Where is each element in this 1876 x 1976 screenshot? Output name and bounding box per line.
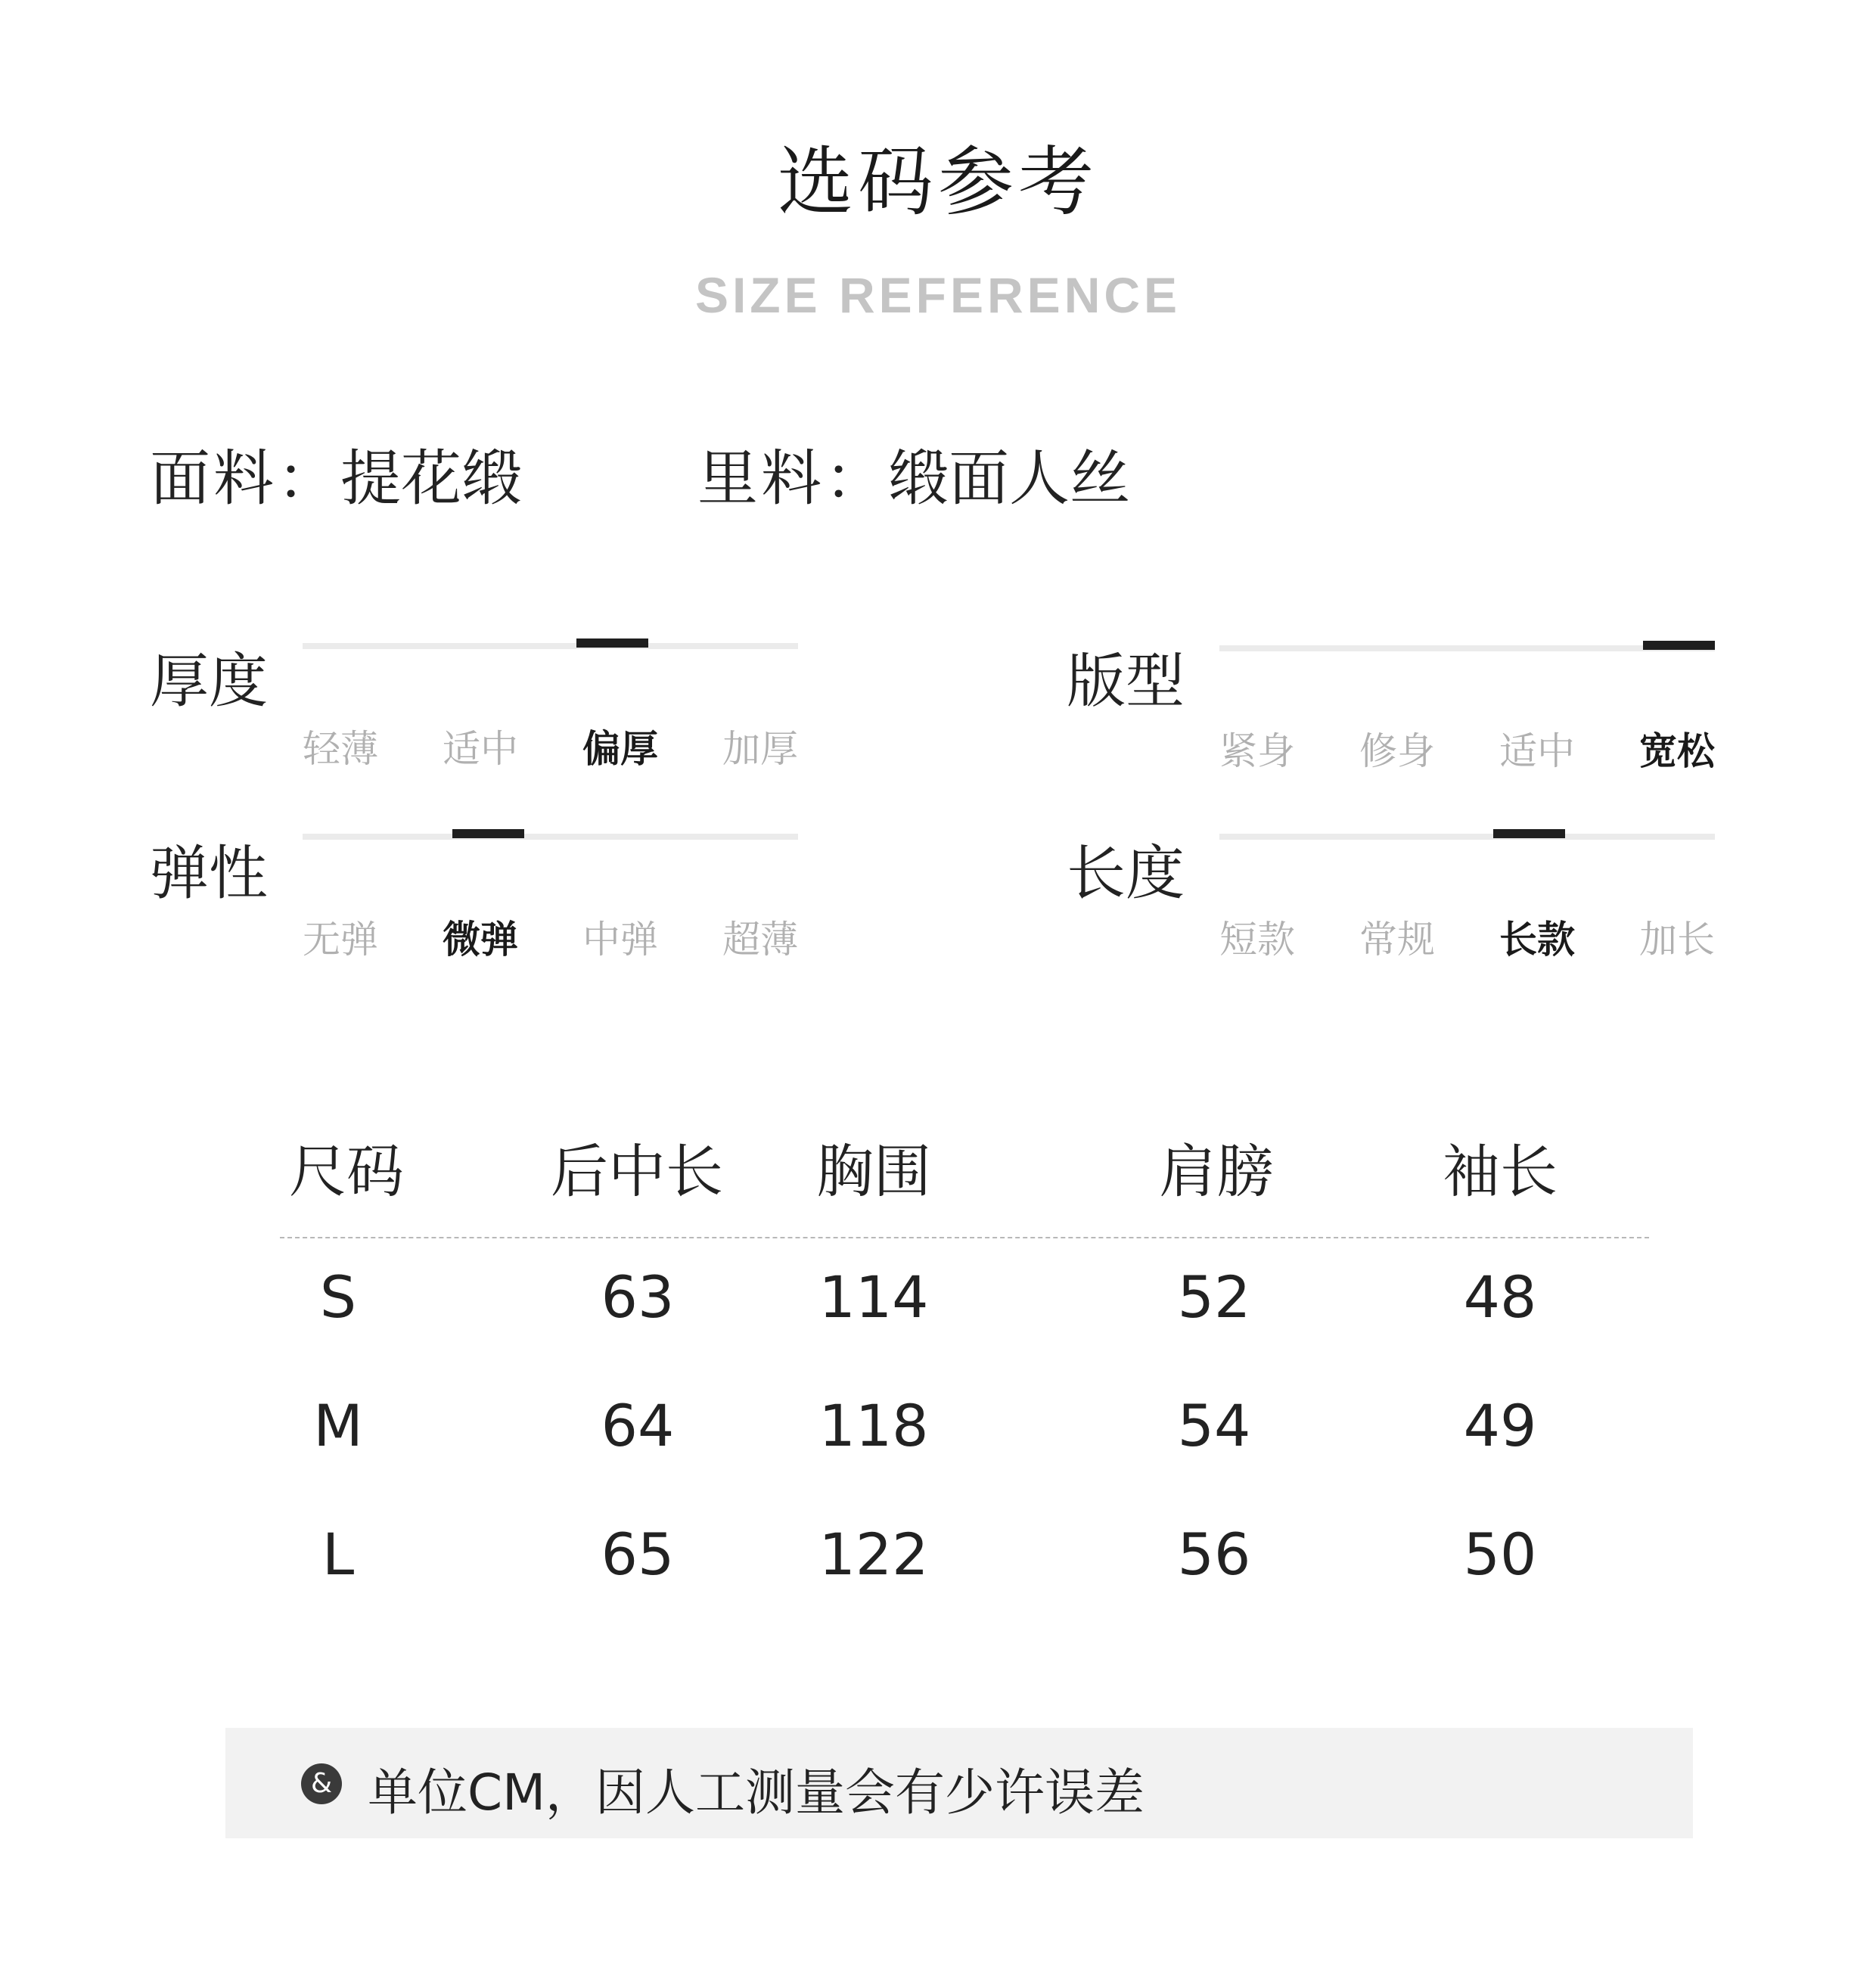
- fit-scale: [1219, 645, 1715, 773]
- header-back-length: 后中长: [551, 1138, 723, 1205]
- page-title: 选码参考: [778, 138, 1098, 226]
- thickness-option: 轻薄: [303, 727, 378, 771]
- fit-option: 适中: [1499, 729, 1575, 773]
- cell-size: M: [313, 1392, 363, 1459]
- cell-sleeve: 48: [1463, 1263, 1537, 1331]
- cell-chest: 114: [818, 1263, 929, 1331]
- ampersand-circle-icon: &: [301, 1763, 342, 1804]
- lining-fabric-label: 里料：: [697, 443, 888, 514]
- length-option: 常规: [1359, 918, 1435, 962]
- cell-back-length: 65: [601, 1521, 675, 1588]
- cell-sleeve: 50: [1463, 1521, 1537, 1588]
- header-size: 尺码: [289, 1138, 404, 1205]
- thickness-option: 偏厚: [582, 727, 658, 771]
- elasticity-option: 无弹: [303, 918, 378, 962]
- cell-shoulder: 52: [1177, 1263, 1251, 1331]
- elasticity-option: 微弹: [443, 918, 518, 962]
- length-option: 加长: [1639, 918, 1715, 962]
- length-label: 长度: [1067, 840, 1185, 908]
- header-sleeve: 袖长: [1443, 1138, 1558, 1205]
- cell-sleeve: 49: [1463, 1392, 1537, 1459]
- fit-label: 版型: [1067, 648, 1185, 716]
- elasticity-track: [303, 834, 798, 840]
- elasticity-scale: [303, 834, 798, 962]
- cell-chest: 122: [818, 1521, 929, 1588]
- outer-fabric-label: 面料：: [150, 443, 340, 514]
- table-divider: [280, 1237, 1649, 1238]
- fit-marker: [1643, 641, 1715, 650]
- length-track: [1219, 834, 1715, 840]
- cell-back-length: 64: [601, 1392, 675, 1459]
- cell-back-length: 63: [601, 1263, 675, 1331]
- length-option: 长款: [1499, 918, 1575, 962]
- elasticity-label: 弹性: [150, 840, 269, 908]
- measurement-note: [225, 1728, 1693, 1838]
- cell-size: L: [321, 1521, 355, 1588]
- note-text: 单位CM，因人工测量会有少许误差: [368, 1763, 1145, 1822]
- length-marker: [1493, 829, 1565, 838]
- fit-option: 修身: [1359, 729, 1435, 773]
- thickness-option: 加厚: [722, 727, 798, 771]
- thickness-label: 厚度: [150, 648, 269, 716]
- page-subtitle: SIZE REFERENCE: [694, 267, 1182, 323]
- fit-option: 紧身: [1219, 729, 1295, 773]
- lining-fabric: [697, 430, 1130, 517]
- thickness-marker: [576, 638, 648, 648]
- outer-fabric-value: 提花缎: [340, 443, 522, 514]
- length-scale: [1219, 834, 1715, 962]
- lining-fabric-value: 缎面人丝: [888, 443, 1130, 514]
- elasticity-option: 中弹: [582, 918, 658, 962]
- cell-shoulder: 56: [1177, 1521, 1251, 1588]
- header-shoulder: 肩膀: [1159, 1138, 1274, 1205]
- length-option: 短款: [1219, 918, 1295, 962]
- cell-size: S: [319, 1263, 357, 1331]
- outer-fabric: [150, 430, 522, 517]
- cell-chest: 118: [818, 1392, 929, 1459]
- fit-track: [1219, 645, 1715, 651]
- thickness-track: [303, 643, 798, 649]
- elasticity-marker: [452, 829, 524, 838]
- header-chest: 胸围: [816, 1138, 931, 1205]
- cell-shoulder: 54: [1177, 1392, 1251, 1459]
- thickness-scale: [303, 643, 798, 771]
- fit-option: 宽松: [1639, 729, 1715, 773]
- thickness-option: 适中: [443, 727, 518, 771]
- elasticity-option: 超薄: [722, 918, 798, 962]
